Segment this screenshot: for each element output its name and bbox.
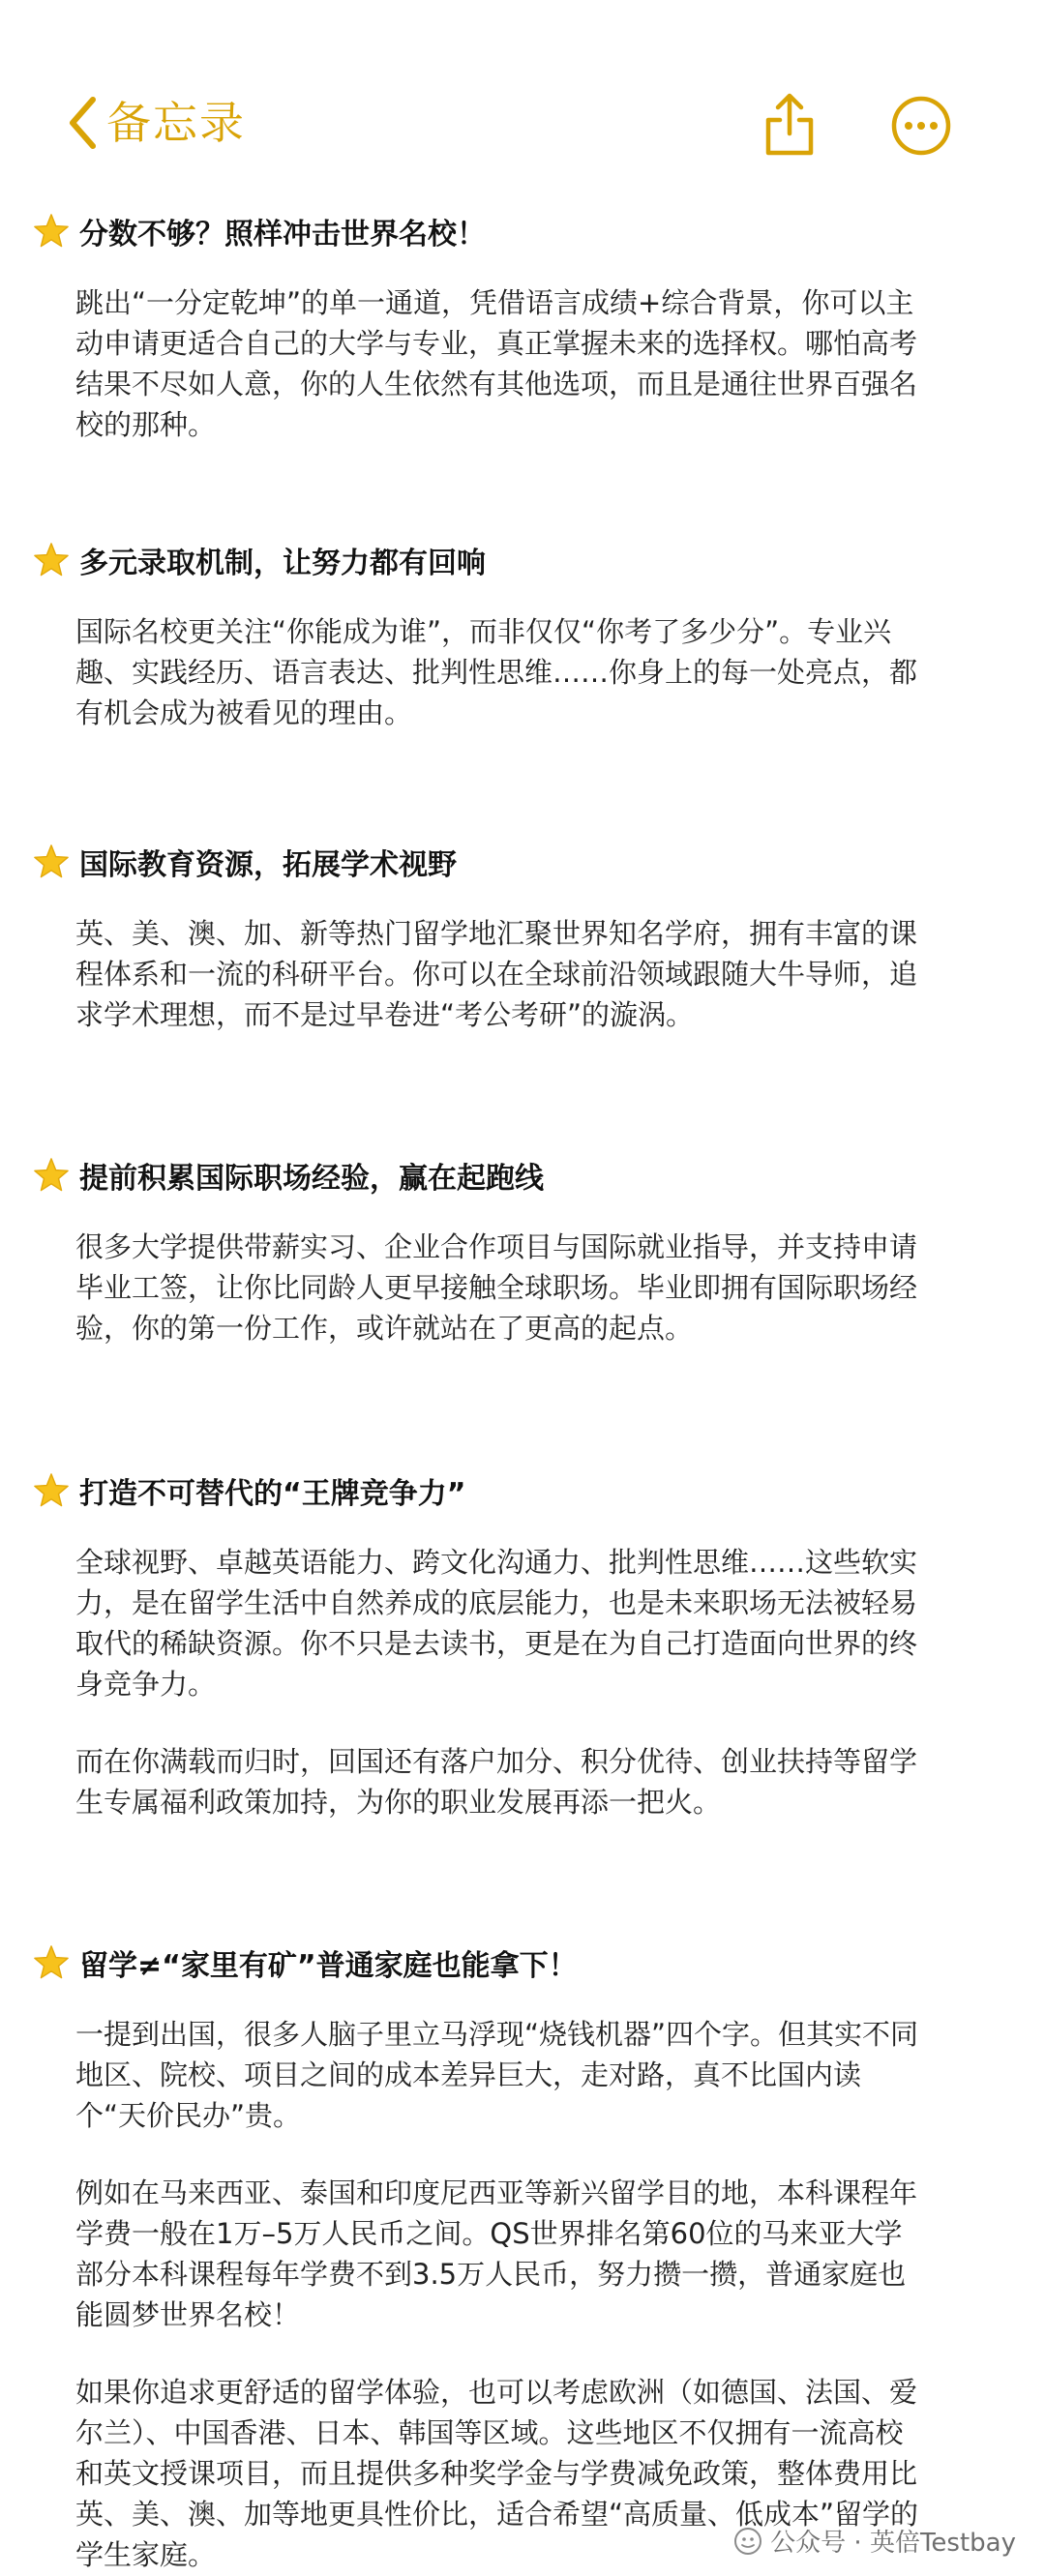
section-heading-text: 打造不可替代的“王牌竞争力” [79,1477,466,1511]
share-button[interactable] [761,91,819,159]
note-section [0,534,1045,733]
ellipsis-circle-icon [890,95,952,157]
section-heading-text: 分数不够？照样冲击世界名校！ [79,218,486,252]
section-heading [0,1937,1045,1989]
note-section [0,1149,1045,1348]
back-button[interactable] [68,89,246,157]
section-heading-text: 提前积累国际职场经验，赢在起跑线 [79,1162,544,1196]
section-paragraph: 跳出“一分定乾坤”的单一通道，凭借语言成绩+综合背景，你可以主动申请更适合自己的大学与专业，真正掌握未来的选择权。哪怕高考结果不尽如人意，你的人生依然有其他选项，而且是通往世界百强名校的那种。 [75,286,918,441]
star-icon [33,844,70,880]
star-icon [33,542,70,578]
section-paragraph: 例如在马来西亚、泰国和印度尼西亚等新兴留学目的地，本科课程年学费一般在1万–5万人民币之间。QS世界排名第60位的马来亚大学部分本科课程每年学费不到3.5万人民币，努力攒一攒，普通家庭也能圆梦世界名校！ [75,2176,918,2331]
wechat-icon [733,2527,762,2556]
note-section [0,836,1045,1035]
section-paragraph: 全球视野、卓越英语能力、跨文化沟通力、批判性思维……这些软实力，是在留学生活中自然养成的底层能力，也是未来职场无法被轻易取代的稀缺资源。你不只是去读书，更是在为自己打造面向世界的终身竞争力。 [75,1546,918,1701]
star-icon [33,1157,70,1194]
section-heading-text: 多元录取机制，让努力都有回响 [79,547,486,580]
watermark-text: 公众号 · 英倍Testbay [770,2529,1016,2558]
section-heading [0,205,1045,257]
section-heading [0,836,1045,888]
back-label: 备忘录 [106,97,246,149]
note-section [0,1937,1045,2575]
star-icon [33,1944,70,1981]
section-paragraph: 国际名校更关注“你能成为谁”，而非仅仅“你考了多少分”。专业兴趣、实践经历、语言表达、批判性思维……你身上的每一处亮点，都有机会成为被看见的理由。 [75,615,918,729]
section-paragraph: 很多大学提供带薪实习、企业合作项目与国际就业指导，并支持申请毕业工签，让你比同龄人更早接触全球职场。毕业即拥有国际职场经验，你的第一份工作，或许就站在了更高的起点。 [75,1230,918,1345]
section-heading [0,1149,1045,1201]
section-heading [0,1465,1045,1517]
section-heading-text: 留学≠“家里有矿”普通家庭也能拿下！ [79,1949,578,1983]
more-button[interactable] [890,95,952,157]
note-body[interactable] [0,205,1045,2575]
note-section [0,205,1045,445]
section-paragraph: 一提到出国，很多人脑子里立马浮现“烧钱机器”四个字。但其实不同地区、院校、项目之间的成本差异巨大，走对路，真不比国内读个“天价民办”贵。 [75,2018,919,2132]
note-section [0,1465,1045,1822]
section-paragraph: 如果你追求更舒适的留学体验，也可以考虑欧洲（如德国、法国、爱尔兰）、中国香港、日本、韩国等区域。这些地区不仅拥有一流高校和英文授课项目，而且提供多种奖学金与学费减免政策，整体费用比英、美、澳、加等地更具性价比，适合希望“高质量、低成本”留学的学生家庭。 [75,2376,919,2571]
navigation-bar [0,0,1045,193]
section-heading-text: 国际教育资源，拓展学术视野 [79,848,457,882]
chevron-left-icon [68,96,97,150]
watermark [733,2523,1016,2559]
star-icon [33,213,70,250]
star-icon [33,1472,70,1509]
section-paragraph: 而在你满载而归时，回国还有落户加分、积分优待、创业扶持等留学生专属福利政策加持，为你的职业发展再添一把火。 [75,1745,918,1819]
section-paragraph: 英、美、澳、加、新等热门留学地汇聚世界知名学府，拥有丰富的课程体系和一流的科研平台。你可以在全球前沿领域跟随大牛导师，追求学术理想，而不是过早卷进“考公考研”的漩涡。 [75,917,918,1031]
section-heading [0,534,1045,586]
share-icon [761,91,819,159]
